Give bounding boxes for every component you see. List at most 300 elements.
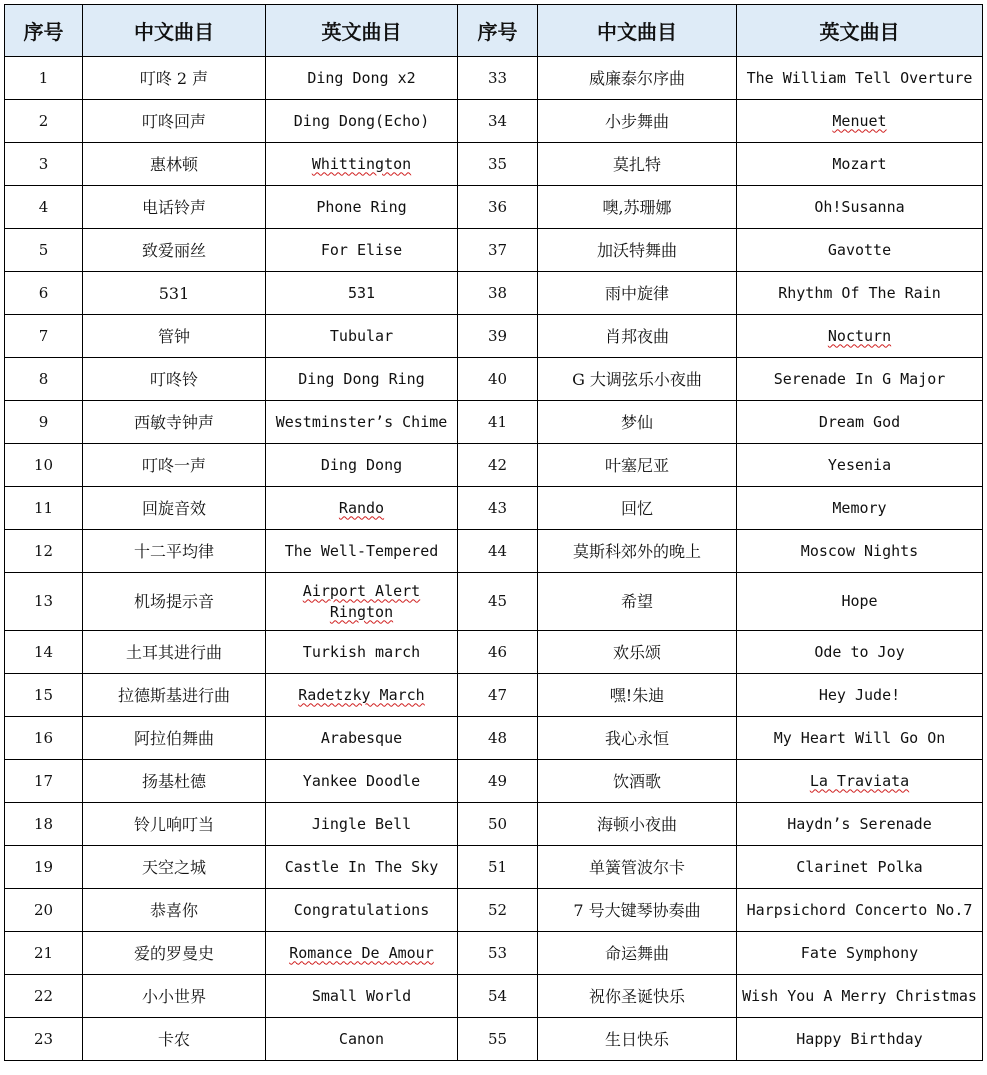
cell-chinese-title-2-text: 海顿小夜曲 [596,814,677,834]
header-english-title-2: 英文曲目 [737,5,983,57]
cell-chinese-title-2-text: 莫斯科郊外的晚上 [572,541,701,561]
cell-english-title [266,573,458,631]
cell-english-title-2 [737,530,983,573]
cell-english-title-2 [737,57,983,100]
cell-english-title [266,803,458,846]
cell-english-title-2-text: The William Tell Overture [746,68,973,87]
cell-chinese-title-text: 十二平均律 [133,541,214,561]
cell-chinese-title-text: 小小世界 [141,986,206,1006]
cell-chinese-title-2-text: 单簧管波尔卡 [588,857,685,877]
cell-number [5,358,83,401]
cell-chinese-title-2 [538,932,737,975]
cell-number-2-text: 37 [487,240,508,259]
cell-chinese-title [83,530,266,573]
cell-chinese-title-2 [538,717,737,760]
cell-chinese-title-2 [538,573,737,631]
cell-english-title [266,530,458,573]
cell-number-2 [458,889,538,932]
cell-chinese-title-text: 叮咚 2 声 [139,68,209,88]
cell-english-title-2 [737,717,983,760]
cell-english-title [266,272,458,315]
cell-chinese-title-2-text: 嘿!朱迪 [609,685,665,705]
cell-number-text: 7 [38,326,49,345]
cell-number [5,186,83,229]
header-number: 序号 [5,5,83,57]
cell-number-2 [458,573,538,631]
cell-chinese-title-text: 531 [158,283,190,303]
cell-number-2 [458,803,538,846]
cell-english-title [266,143,458,186]
cell-english-title-2-text: Serenade In G Major [773,369,946,388]
cell-english-title-text: Jingle Bell [311,814,412,833]
cell-number-2 [458,674,538,717]
cell-chinese-title-2 [538,889,737,932]
cell-number [5,932,83,975]
header-row [5,5,983,57]
cell-chinese-title-text: 土耳其进行曲 [125,642,222,662]
cell-number-2 [458,760,538,803]
cell-number-2-text: 52 [487,900,508,919]
cell-chinese-title [83,143,266,186]
cell-chinese-title-2 [538,57,737,100]
cell-english-title-2-text: Wish You A Merry Christmas [742,986,977,1005]
cell-number-2 [458,846,538,889]
cell-number-text: 17 [33,771,54,790]
cell-chinese-title-2 [538,229,737,272]
table-row [5,315,983,358]
cell-chinese-title-2-text: 欢乐颂 [612,642,661,662]
table-row [5,631,983,674]
cell-chinese-title [83,674,266,717]
cell-number [5,487,83,530]
cell-number [5,143,83,186]
cell-number-text: 5 [38,240,49,259]
cell-number [5,57,83,100]
cell-number-text: 13 [33,592,54,610]
cell-chinese-title-2 [538,272,737,315]
cell-chinese-title [83,975,266,1018]
cell-number-text: 9 [38,412,49,431]
header-chinese-title: 中文曲目 [83,5,266,57]
cell-chinese-title [83,760,266,803]
table-row [5,444,983,487]
cell-number-2-text: 38 [487,283,508,302]
cell-english-title-text: Yankee Doodle [302,771,421,790]
cell-english-title [266,315,458,358]
cell-chinese-title [83,315,266,358]
cell-number-text: 8 [38,369,49,388]
cell-english-title-2 [737,846,983,889]
cell-number [5,846,83,889]
cell-english-title [266,100,458,143]
cell-english-title-2 [737,100,983,143]
cell-number-2-text: 44 [487,541,508,560]
cell-english-title [266,975,458,1018]
cell-english-title-2-text: Dream God [818,412,901,431]
cell-english-title-2-text: Yesenia [827,455,892,474]
cell-chinese-title [83,803,266,846]
cell-english-title-text: Ding Dong Ring [298,369,425,388]
cell-english-title-2-text: La Traviata [809,771,910,790]
cell-chinese-title-text: 叮咚铃 [149,369,198,389]
cell-number-2 [458,975,538,1018]
cell-number-2 [458,143,538,186]
cell-number-2 [458,358,538,401]
cell-chinese-title-2 [538,186,737,229]
cell-chinese-title [83,889,266,932]
cell-english-title-2-text: Nocturn [827,326,892,345]
cell-english-title-text: Ding Dong x2 [307,68,416,87]
cell-number-2-text: 40 [487,369,508,388]
cell-number-text: 4 [38,197,49,216]
cell-number-2-text: 34 [487,111,508,130]
cell-english-title-2-text: Moscow Nights [800,541,919,560]
cell-number-2 [458,315,538,358]
cell-number-2-text: 42 [487,455,508,474]
cell-chinese-title-2-text: 雨中旋律 [604,283,669,303]
cell-number-text: 19 [33,857,54,876]
cell-chinese-title [83,100,266,143]
cell-number-text: 20 [33,900,54,919]
cell-english-title-2-text: Haydn’s Serenade [787,814,932,833]
cell-chinese-title [83,186,266,229]
cell-english-title-text: Romance De Amour [289,943,434,962]
cell-english-title-text: Westminster’s Chime [275,412,448,431]
cell-english-title [266,229,458,272]
table-row [5,760,983,803]
cell-number-text: 1 [38,68,49,87]
cell-number-2-text: 50 [487,814,508,833]
cell-number [5,760,83,803]
cell-number [5,229,83,272]
cell-number-text: 14 [33,642,54,661]
cell-english-title-text: Phone Ring [316,197,407,216]
table-row [5,573,983,631]
cell-chinese-title-2 [538,100,737,143]
cell-chinese-title-2 [538,315,737,358]
cell-english-title-text: Ding Dong(Echo) [293,111,430,130]
cell-number-2-text: 51 [487,857,508,876]
cell-english-title-text: Airport Alert Rington [302,581,421,621]
cell-chinese-title-text: 恭喜你 [149,900,198,920]
cell-english-title-2 [737,315,983,358]
cell-number-2 [458,401,538,444]
cell-chinese-title-2 [538,358,737,401]
cell-number [5,100,83,143]
cell-chinese-title-2-text: 莫扎特 [612,154,661,174]
cell-number-2-text: 49 [487,771,508,790]
cell-number-2 [458,487,538,530]
cell-chinese-title-text: 天空之城 [141,857,206,877]
cell-number-2-text: 39 [487,326,508,345]
header-english-title: 英文曲目 [266,5,458,57]
cell-number-2-text: 53 [487,943,508,962]
cell-chinese-title-2 [538,760,737,803]
cell-english-title [266,674,458,717]
cell-english-title-2-text: My Heart Will Go On [773,728,946,747]
cell-english-title-text: Whittington [311,154,412,173]
cell-number [5,444,83,487]
cell-english-title [266,932,458,975]
cell-number-text: 6 [38,283,49,302]
cell-number-2 [458,186,538,229]
cell-chinese-title [83,631,266,674]
cell-english-title-2-text: Happy Birthday [796,1029,923,1048]
cell-number-2 [458,100,538,143]
cell-chinese-title [83,573,266,631]
cell-english-title-2 [737,975,983,1018]
ringtone-table [4,4,983,1061]
table-row [5,889,983,932]
cell-number-2-text: 48 [487,728,508,747]
cell-chinese-title-2 [538,487,737,530]
cell-number [5,717,83,760]
cell-number-2-text: 47 [487,685,508,704]
table-row [5,358,983,401]
cell-english-title [266,444,458,487]
table-row [5,803,983,846]
cell-chinese-title-2-text: 叶塞尼亚 [604,455,669,475]
cell-chinese-title [83,717,266,760]
cell-english-title-2 [737,889,983,932]
cell-number-2-text: 45 [487,592,508,610]
cell-chinese-title-2 [538,803,737,846]
cell-number-2 [458,57,538,100]
cell-english-title [266,760,458,803]
cell-number-2-text: 46 [487,642,508,661]
cell-number [5,631,83,674]
cell-number-2 [458,444,538,487]
cell-chinese-title-2 [538,631,737,674]
cell-number [5,889,83,932]
header-number-2: 序号 [458,5,538,57]
cell-chinese-title [83,444,266,487]
cell-number-2-text: 35 [487,154,508,173]
cell-chinese-title-2-text: 回忆 [620,498,653,518]
cell-number [5,315,83,358]
table-row [5,846,983,889]
cell-english-title-2-text: Mozart [832,154,887,173]
cell-chinese-title-2-text: 肖邦夜曲 [604,326,669,346]
cell-number-text: 3 [38,154,49,173]
cell-number-text: 2 [38,111,49,130]
cell-english-title [266,487,458,530]
cell-number-text: 16 [33,728,54,747]
cell-chinese-title-2-text: 生日快乐 [604,1029,669,1049]
cell-english-title-2 [737,487,983,530]
cell-english-title-2-text: Fate Symphony [800,943,919,962]
cell-number [5,803,83,846]
cell-chinese-title-text: 致爱丽丝 [141,240,206,260]
cell-english-title-2 [737,444,983,487]
table-row [5,143,983,186]
cell-chinese-title-text: 铃儿响叮当 [133,814,214,834]
cell-chinese-title-text: 回旋音效 [141,498,206,518]
table-row [5,57,983,100]
cell-english-title-text: Rando [338,498,385,517]
cell-english-title [266,631,458,674]
cell-chinese-title-2-text: 命运舞曲 [604,943,669,963]
table-row [5,975,983,1018]
cell-number-2-text: 43 [487,498,508,517]
cell-chinese-title-2 [538,1018,737,1061]
cell-chinese-title-2-text: 希望 [620,592,653,611]
cell-chinese-title [83,401,266,444]
cell-english-title-2 [737,573,983,631]
cell-chinese-title-text: 扬基杜德 [141,771,206,791]
cell-chinese-title [83,57,266,100]
cell-chinese-title [83,932,266,975]
cell-chinese-title-text: 电话铃声 [141,197,206,217]
cell-number-2 [458,1018,538,1061]
cell-chinese-title-text: 爱的罗曼史 [133,943,214,963]
cell-english-title-text: Turkish march [302,642,421,661]
cell-english-title-2-text: Ode to Joy [814,642,905,661]
cell-english-title-2 [737,674,983,717]
cell-chinese-title-text: 机场提示音 [133,592,214,611]
cell-chinese-title-text: 惠林顿 [149,154,198,174]
cell-number-2 [458,229,538,272]
table-row [5,401,983,444]
cell-chinese-title-text: 管钟 [157,326,190,346]
cell-chinese-title-2 [538,530,737,573]
cell-english-title [266,1018,458,1061]
cell-chinese-title [83,272,266,315]
table-row [5,674,983,717]
cell-english-title-2-text: Hope [841,592,878,610]
cell-english-title [266,57,458,100]
cell-number-text: 21 [33,943,54,962]
cell-number-2 [458,272,538,315]
cell-number-2-text: 33 [487,68,508,87]
cell-number [5,272,83,315]
header-chinese-title-2: 中文曲目 [538,5,737,57]
cell-number-text: 22 [33,986,54,1005]
cell-english-title-2-text: Harpsichord Concerto No.7 [746,900,973,919]
cell-chinese-title-2-text: 梦仙 [620,412,653,432]
cell-number [5,674,83,717]
cell-chinese-title-2 [538,143,737,186]
cell-number-2 [458,932,538,975]
cell-chinese-title-text: 叮咚一声 [141,455,206,475]
cell-english-title-2-text: Hey Jude! [818,685,901,704]
cell-english-title [266,401,458,444]
cell-english-title-2-text: Memory [832,498,887,517]
cell-english-title-text: Ding Dong [320,455,403,474]
cell-chinese-title-2 [538,401,737,444]
cell-english-title-text: Castle In The Sky [284,857,439,876]
cell-chinese-title-2-text: 小步舞曲 [604,111,669,131]
cell-english-title-2-text: Rhythm Of The Rain [778,283,941,302]
cell-english-title-2-text: Gavotte [827,240,892,259]
cell-english-title-2-text: Oh!Susanna [814,197,905,216]
table-row [5,229,983,272]
cell-chinese-title-2-text: 饮酒歌 [612,771,661,791]
cell-number-text: 11 [33,498,54,517]
cell-english-title-2 [737,760,983,803]
cell-chinese-title [83,229,266,272]
cell-english-title-2 [737,803,983,846]
cell-number-2-text: 54 [487,986,508,1005]
cell-number-2 [458,530,538,573]
cell-english-title-2 [737,932,983,975]
cell-number-text: 12 [33,541,54,560]
cell-chinese-title-2-text: 噢,苏珊娜 [602,197,672,217]
cell-english-title-text: Canon [338,1029,385,1048]
cell-chinese-title-2-text: 祝你圣诞快乐 [588,986,685,1006]
cell-number-text: 18 [33,814,54,833]
cell-number-2-text: 36 [487,197,508,216]
cell-chinese-title-text: 卡农 [157,1029,190,1049]
cell-number-2-text: 55 [487,1029,508,1048]
cell-number [5,573,83,631]
cell-chinese-title-2 [538,674,737,717]
cell-english-title-text: The Well-Tempered [284,541,439,560]
cell-chinese-title-2-text: 7 号大键琴协奏曲 [573,900,701,920]
table-row [5,272,983,315]
cell-number [5,975,83,1018]
cell-english-title-text: 531 [347,283,376,302]
cell-english-title [266,358,458,401]
cell-number-2-text: 41 [487,412,508,431]
cell-english-title [266,717,458,760]
cell-english-title-2 [737,186,983,229]
cell-english-title-2 [737,143,983,186]
cell-chinese-title-text: 西敏寺钟声 [133,412,214,432]
cell-chinese-title [83,358,266,401]
cell-chinese-title [83,487,266,530]
cell-english-title [266,186,458,229]
cell-english-title-text: Arabesque [320,728,403,747]
cell-english-title [266,889,458,932]
cell-chinese-title-2-text: 加沃特舞曲 [596,240,677,260]
table-row [5,1018,983,1061]
cell-chinese-title [83,1018,266,1061]
cell-chinese-title-2-text: 我心永恒 [604,728,669,748]
cell-english-title [266,846,458,889]
table-row [5,717,983,760]
cell-chinese-title-text: 拉德斯基进行曲 [117,685,230,705]
table-row [5,100,983,143]
cell-chinese-title-2 [538,975,737,1018]
cell-chinese-title-2-text: 威廉泰尔序曲 [588,68,685,88]
cell-english-title-text: Radetzky March [298,685,425,704]
cell-number-text: 15 [33,685,54,704]
cell-english-title-text: Congratulations [293,900,430,919]
cell-number [5,401,83,444]
cell-number-text: 10 [33,455,54,474]
cell-number [5,1018,83,1061]
cell-english-title-2 [737,1018,983,1061]
table-row [5,487,983,530]
cell-english-title-2-text: Clarinet Polka [796,857,923,876]
cell-number-text: 23 [33,1029,54,1048]
cell-english-title-2-text: Menuet [832,111,887,130]
cell-english-title-2 [737,401,983,444]
table-row [5,932,983,975]
cell-english-title-2 [737,229,983,272]
cell-english-title-2 [737,631,983,674]
cell-english-title-text: For Elise [320,240,403,259]
cell-chinese-title-text: 阿拉伯舞曲 [133,728,214,748]
cell-english-title-text: Small World [311,986,412,1005]
cell-english-title-text: Tubular [329,326,394,345]
cell-chinese-title-2-text: G 大调弦乐小夜曲 [572,369,702,389]
cell-chinese-title-text: 叮咚回声 [141,111,206,131]
cell-chinese-title [83,846,266,889]
cell-number [5,530,83,573]
table-row [5,186,983,229]
